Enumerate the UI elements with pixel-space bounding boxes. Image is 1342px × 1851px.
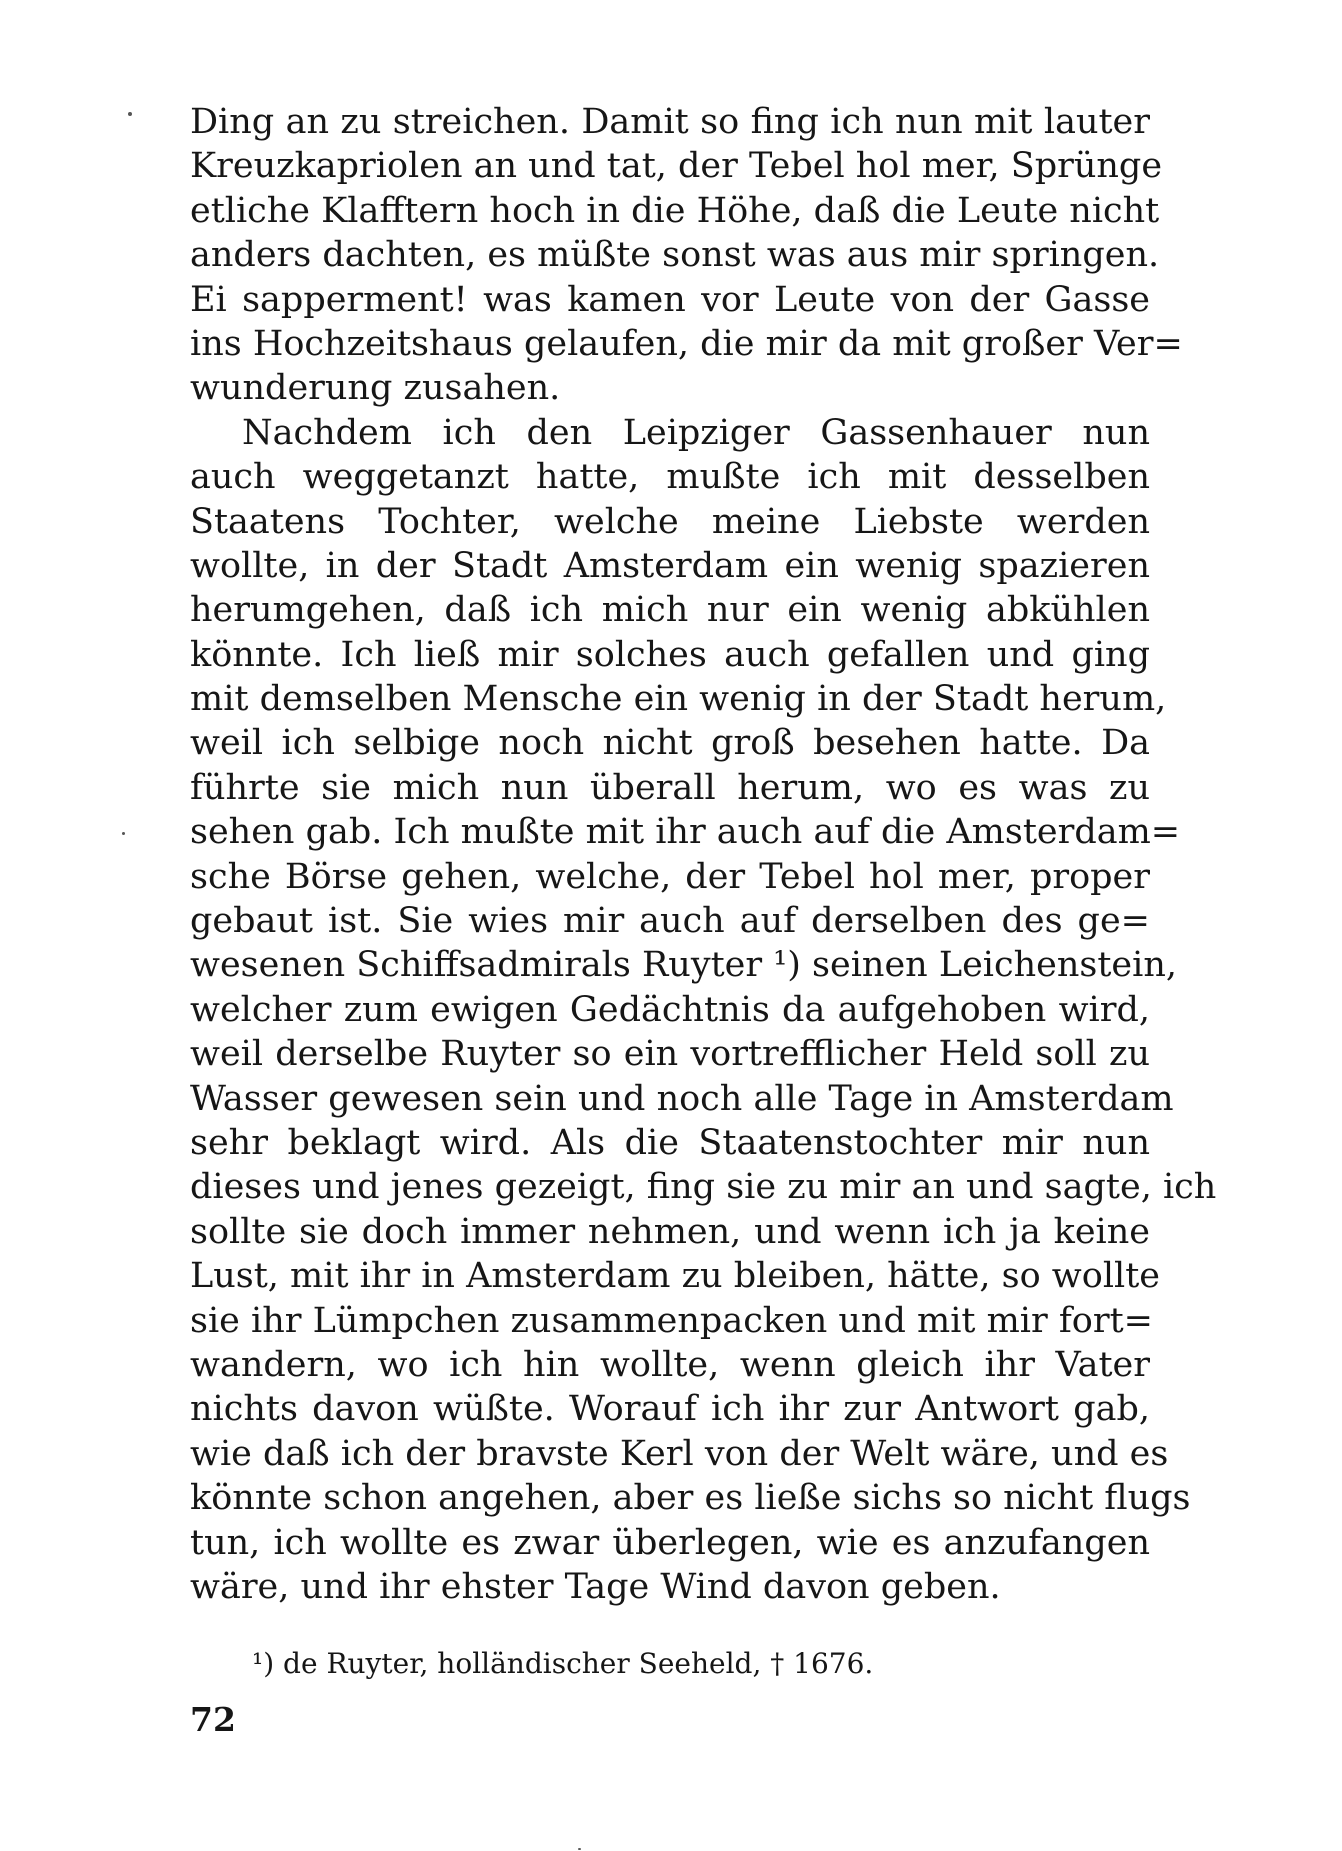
text-line: weil ich selbige noch nicht groß besehen hatte. Da	[190, 723, 1150, 764]
text-line: sollte sie doch immer nehmen, und wenn ich ja keine	[190, 1211, 1150, 1252]
text-line: wollte, in der Stadt Amsterdam ein wenig spazieren	[190, 545, 1150, 586]
footnote: ¹) de Ruyter, holländischer Seeheld, † 1676.	[252, 1647, 874, 1680]
text-line: sehen gab. Ich mußte mit ihr auch auf die Amsterdam=	[190, 812, 1181, 853]
paragraph-2	[190, 411, 1217, 1610]
paper-speck	[128, 112, 132, 116]
body-text	[190, 100, 1217, 1609]
paper-speck	[578, 1848, 581, 1850]
text-line: gebaut ist. Sie wies mir auch auf derselben des ge=	[190, 901, 1150, 942]
text-line: wesenen Schiffsadmirals Ruyter ¹) seinen Leichenstein,	[190, 945, 1177, 986]
text-line: welcher zum ewigen Gedächtnis da aufgehoben wird,	[190, 989, 1150, 1030]
text-line: nichts davon wüßte. Worauf ich ihr zur Antwort gab,	[190, 1389, 1150, 1430]
text-line: sie ihr Lümpchen zusammenpacken und mit mir fort=	[190, 1300, 1153, 1341]
text-line: auch weggetanzt hatte, mußte ich mit desselben	[190, 457, 1150, 498]
text-line: mit demselben Mensche ein wenig in der Stadt herum,	[190, 679, 1167, 720]
text-line: Wasser gewesen sein und noch alle Tage in Amsterdam	[190, 1078, 1174, 1119]
text-line: führte sie mich nun überall herum, wo es was zu	[190, 767, 1150, 808]
paper-speck	[122, 832, 125, 835]
paragraph-1	[190, 100, 1183, 411]
text-line: wunderung zusahen.	[190, 368, 561, 409]
text-line: sehr beklagt wird. Als die Staatenstochter mir nun	[190, 1122, 1150, 1163]
text-line: herumgehen, daß ich mich nur ein wenig abkühlen	[190, 590, 1150, 631]
text-line: wäre, und ihr ehster Tage Wind davon geben.	[190, 1566, 1001, 1607]
text-line: sche Börse gehen, welche, der Tebel hol mer, proper	[190, 856, 1150, 897]
text-line: weil derselbe Ruyter so ein vortrefflicher Held soll zu	[190, 1034, 1150, 1075]
text-line: dieses und jenes gezeigt, fing sie zu mir an und sagte, ich	[190, 1167, 1217, 1208]
text-line: Lust, mit ihr in Amsterdam zu bleiben, hätte, so wollte	[190, 1256, 1160, 1297]
text-line: Kreuzkapriolen an und tat, der Tebel hol mer, Sprünge	[190, 146, 1163, 187]
text-line: wandern, wo ich hin wollte, wenn gleich ihr Vater	[190, 1344, 1150, 1385]
text-line: Staatens Tochter, welche meine Liebste werden	[190, 501, 1150, 542]
text-line: Ei sapperment! was kamen vor Leute von der Gasse	[190, 279, 1150, 320]
text-line: etliche Klafftern hoch in die Höhe, daß die Leute nicht	[190, 190, 1160, 231]
text-line: Ding an zu streichen. Damit so fing ich nun mit lauter	[190, 102, 1150, 142]
text-line: Nachdem ich den Leipziger Gassenhauer nun	[242, 412, 1150, 453]
text-line: ins Hochzeitshaus gelaufen, die mir da mit großer Ver=	[190, 323, 1183, 364]
text-line: tun, ich wollte es zwar überlegen, wie es anzufangen	[190, 1522, 1150, 1563]
text-line: anders dachten, es müßte sonst was aus mir springen.	[190, 235, 1160, 276]
text-line: wie daß ich der bravste Kerl von der Welt wäre, und es	[190, 1433, 1169, 1474]
text-line: könnte. Ich ließ mir solches auch gefallen und ging	[190, 634, 1150, 675]
text-line: könnte schon angehen, aber es ließe sichs so nicht flugs	[190, 1478, 1191, 1519]
page-number: 72	[190, 1700, 236, 1739]
